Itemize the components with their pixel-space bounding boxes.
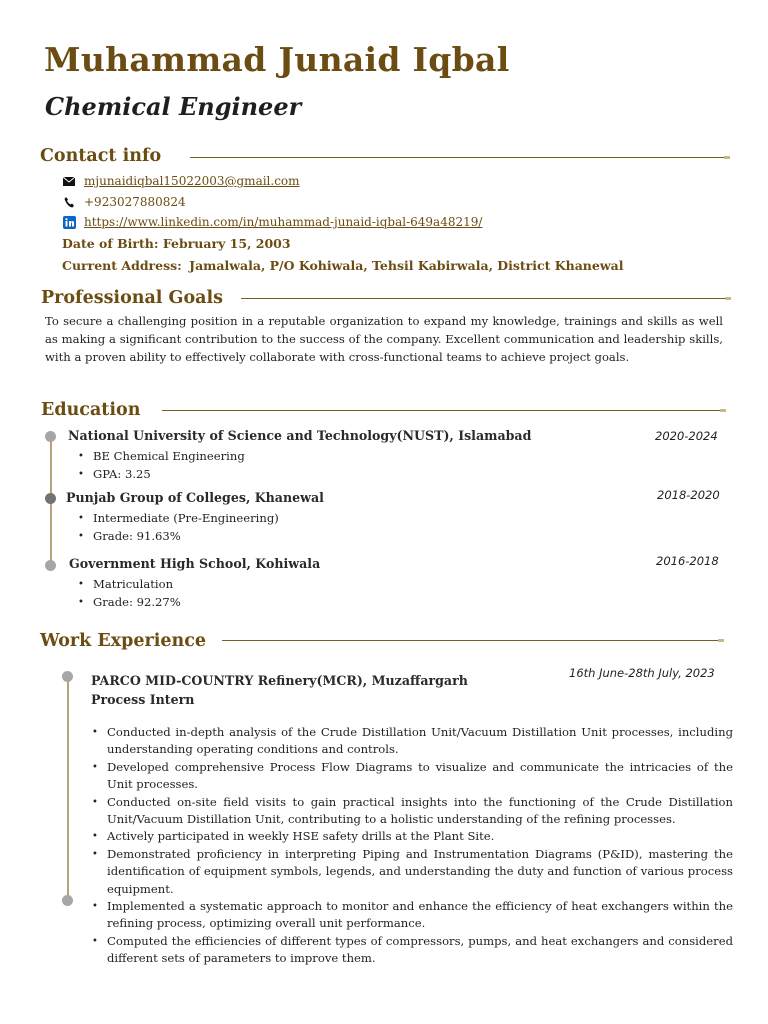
contact-heading: Contact info [40,146,162,166]
list-item: • Conducted in-depth analysis of the Crude Distillation Unit/Vacuum Distillation Unit processes, including understanding operating conditions and controls. [92,724,733,759]
edu-date-2: 2018-2020 [657,488,720,502]
edu-school-2: Punjab Group of Colleges, Khanewal [66,490,324,505]
edu-date-3: 2016-2018 [656,554,719,568]
edu-details-1 [78,448,245,483]
dob-row [62,236,291,251]
phone-row [62,195,186,209]
linkedin-row [62,215,482,229]
timeline-dot [45,431,56,442]
work-divider [222,640,722,641]
contact-divider [190,157,728,158]
list-item: • Conducted on-site field visits to gain practical insights into the functioning of the Crude Distillation Unit/Vacuum Distillation Unit, contributing to a holistic understanding of the refining processes. [92,794,733,829]
address-row [62,258,623,273]
list-item: • Intermediate (Pre-Engineering) [78,510,279,528]
goals-text: To secure a challenging position in a reputable organization to expand my knowledge, trainings and skills as well as making a significant contribution to the success of the company. Excellent communication and leadership skills, with a proven ability to effectively collaborate with cross-functional teams to achieve project goals. [45,314,723,364]
goals-heading: Professional Goals [41,288,223,308]
list-item: • Actively participated in weekly HSE safety drills at the Plant Site. [92,828,733,845]
education-heading: Education [41,400,141,420]
list-item: • Demonstrated proficiency in interpreting Piping and Instrumentation Diagrams (P&ID), mastering the identification of equipment symbols, legends, and understanding the duty and function of various process equipment. [92,846,733,898]
work-company: PARCO MID-COUNTRY Refinery(MCR), Muzaffargarh [91,673,468,688]
list-item: • GPA: 3.25 [78,466,245,484]
list-item: • Computed the efficiencies of different types of compressors, pumps, and heat exchangers and considered different sets of parameters to improve them. [92,933,733,968]
phone-icon [62,196,76,208]
dob-label: Date of Birth: [62,236,159,251]
education-divider [162,410,724,411]
edu-details-2 [78,510,279,545]
edu-school-1: National University of Science and Technology(NUST), Islamabad [68,428,532,443]
work-role: Process Intern [91,692,195,707]
edu-school-3: Government High School, Kohiwala [69,556,321,571]
job-title: Chemical Engineer [45,92,302,121]
list-item: • BE Chemical Engineering [78,448,245,466]
envelope-icon [62,175,76,187]
goals-divider [241,298,729,299]
work-dates: 16th June-28th July, 2023 [569,666,715,680]
timeline-dot [62,895,73,906]
linkedin-link[interactable]: https://www.linkedin.com/in/muhammad-junaid-iqbal-649a48219/ [84,215,483,229]
timeline-dot [45,560,56,571]
edu-date-1: 2020-2024 [655,429,718,443]
work-heading: Work Experience [40,631,206,651]
work-responsibilities [92,724,733,968]
dob-value: February 15, 2003 [162,236,291,251]
list-item: • Grade: 91.63% [78,528,279,546]
list-item: • Developed comprehensive Process Flow Diagrams to visualize and communicate the intricacies of the Unit processes. [92,759,733,794]
list-item: • Implemented a systematic approach to monitor and enhance the efficiency of heat exchangers within the refining process, optimizing overall unit performance. [92,898,733,933]
list-item: • Matriculation [78,576,181,594]
email-row [62,174,300,188]
work-timeline [67,680,69,900]
linkedin-icon [62,216,76,228]
timeline-dot [62,671,73,682]
email-link[interactable]: mjunaidiqbal15022003@gmail.com [84,174,300,188]
timeline-dot [45,493,56,504]
address-value: Jamalwala, P/O Kohiwala, Tehsil Kabirwala, District Khanewal [189,258,624,273]
candidate-name: Muhammad Junaid Iqbal [44,40,510,79]
address-label: Current Address: [62,258,182,273]
list-item: • Grade: 92.27% [78,594,181,612]
edu-details-3 [78,576,181,611]
phone-number: +923027880824 [84,195,186,209]
